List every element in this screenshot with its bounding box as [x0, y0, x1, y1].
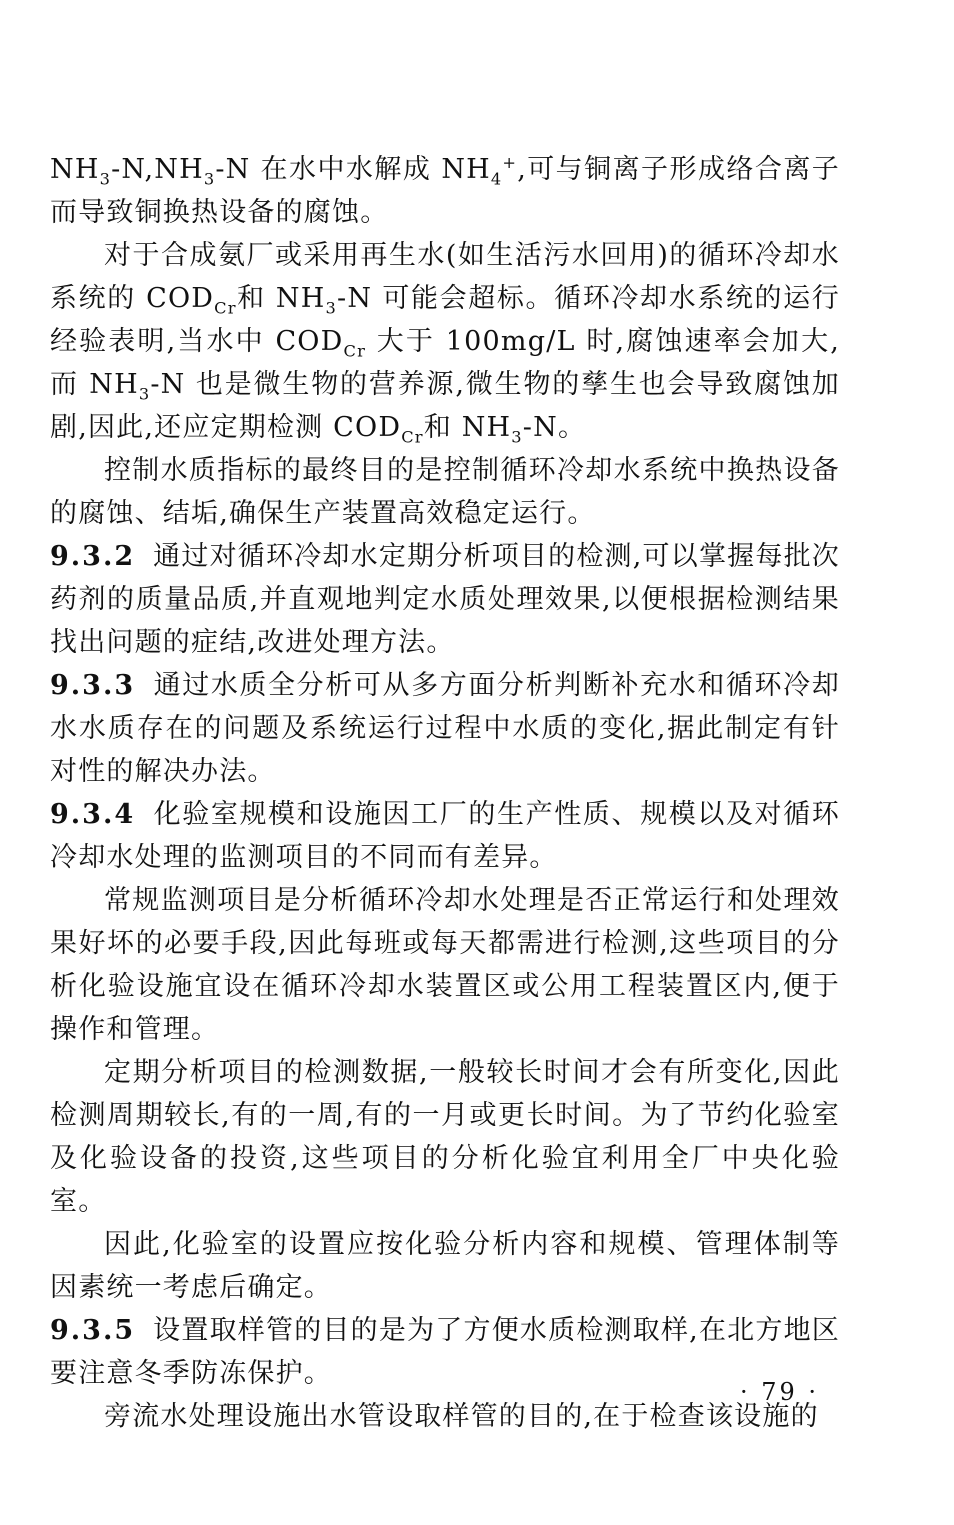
- text-segment: Cr: [401, 427, 424, 447]
- text-segment: 控制水质指标的最终目的是控制循环冷却水系统中换热设备的腐蚀、结垢,确保生产装置高效稳定运行。: [50, 455, 840, 529]
- text-segment: 定期分析项目的检测数据,一般较长时间才会有所变化,因此检测周期较长,有的一周,有的一月或更长时间。为了节约化验室及化验设备的投资,这些项目的分析化验宜利用全厂中央化验室。: [50, 1057, 840, 1217]
- text-segment: 3: [99, 169, 112, 189]
- text-segment: 和 NH: [423, 412, 512, 443]
- body-paragraph: [50, 1395, 840, 1438]
- section-paragraph: [50, 664, 840, 793]
- text-segment: Cr: [214, 298, 237, 318]
- text-segment: 因此,化验室的设置应按化验分析内容和规模、管理体制等因素统一考虑后确定。: [50, 1229, 840, 1303]
- document-body: [50, 148, 840, 1438]
- text-segment: -N。: [522, 412, 587, 443]
- section-number: 9.3.5: [50, 1315, 136, 1346]
- text-segment: 通过对循环冷却水定期分析项目的检测,可以掌握每批次药剂的质量品质,并直观地判定水质处理效果,以便根据检测结果找出问题的症结,改进处理方法。: [50, 541, 840, 658]
- section-paragraph: [50, 535, 840, 664]
- text-segment: 3: [203, 169, 216, 189]
- body-paragraph: [50, 234, 840, 449]
- text-segment: 3: [138, 384, 151, 404]
- text-segment: NH: [50, 154, 100, 185]
- body-paragraph: [50, 449, 840, 535]
- body-paragraph: [50, 148, 840, 234]
- text-segment: 化验室规模和设施因工厂的生产性质、规模以及对循环冷却水处理的监测项目的不同而有差异。: [50, 799, 840, 873]
- text-segment: -N,NH: [111, 154, 204, 185]
- section-paragraph: [50, 1309, 840, 1395]
- text-segment: 常规监测项目是分析循环冷却水处理是否正常运行和处理效果好坏的必要手段,因此每班或每天都需进行检测,这些项目的分析化验设施宜设在循环冷却水装置区或公用工程装置区内,便于操作和管理。: [50, 885, 840, 1045]
- text-segment: 和 NH: [236, 283, 326, 314]
- text-segment: 3: [325, 298, 338, 318]
- text-segment: 通过水质全分析可从多方面分析判断补充水和循环冷却水水质存在的问题及系统运行过程中水质的变化,据此制定有针对性的解决办法。: [50, 670, 840, 787]
- text-segment: 设置取样管的目的是为了方便水质检测取样,在北方地区要注意冬季防冻保护。: [50, 1315, 840, 1389]
- section-paragraph: [50, 793, 840, 879]
- page-number: · 79 ·: [740, 1378, 820, 1406]
- text-segment: 3: [511, 427, 523, 447]
- body-paragraph: [50, 1223, 840, 1309]
- text-segment: 大于 100mg/L 时,腐蚀速率会加大,而 NH: [50, 326, 840, 400]
- body-paragraph: [50, 1051, 840, 1223]
- text-segment: -N 在水中水解成 NH: [215, 154, 491, 185]
- text-segment: -N 可能会超标。循环冷却水系统的运行经验表明,当水中 COD: [50, 283, 840, 357]
- body-paragraph: [50, 879, 840, 1051]
- section-number: 9.3.3: [50, 670, 136, 701]
- text-segment: 旁流水处理设施出水管设取样管的目的,在于检查该设施的: [104, 1401, 819, 1432]
- text-segment: ,可与铜离子形成络合离子而导致铜换热设备的腐蚀。: [50, 154, 841, 228]
- text-segment: -N 也是微生物的营养源,微生物的孳生也会导致腐蚀加剧,因此,还应定期检测 COD: [50, 369, 840, 443]
- text-segment: +: [502, 153, 518, 172]
- section-number: 9.3.4: [50, 799, 136, 830]
- text-segment: 4: [490, 169, 503, 189]
- text-segment: 对于合成氨厂或采用再生水(如生活污水回用)的循环冷却水系统的 COD: [50, 240, 840, 314]
- text-segment: Cr: [343, 341, 367, 361]
- section-number: 9.3.2: [50, 541, 136, 572]
